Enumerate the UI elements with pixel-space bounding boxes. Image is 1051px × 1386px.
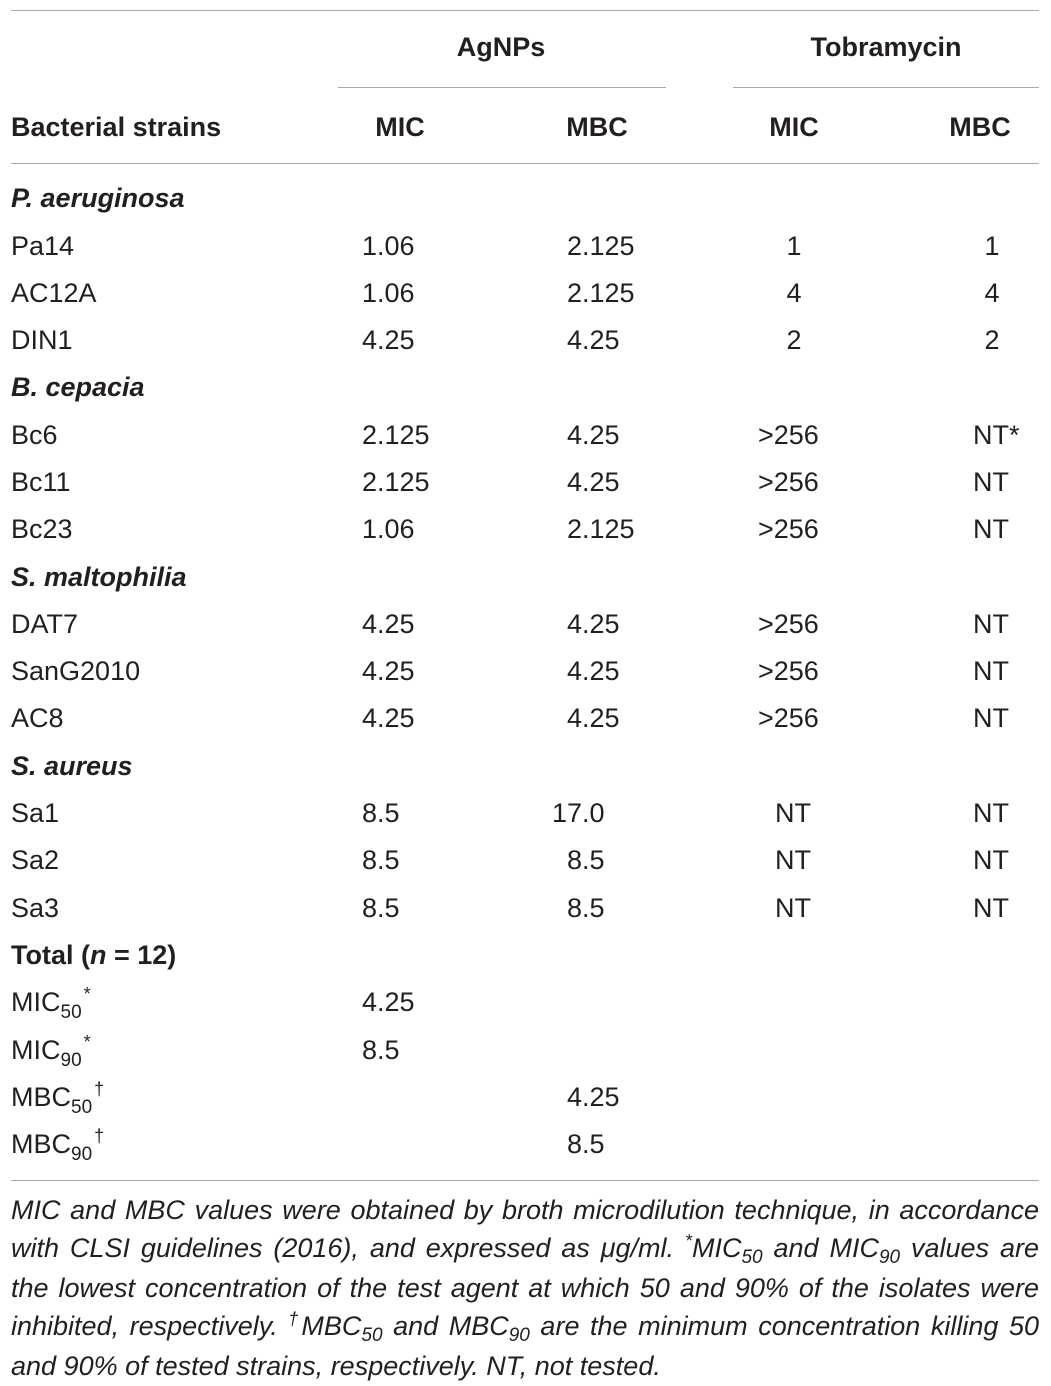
agnps-group-rule (338, 87, 666, 88)
tobra-mbc-value: NT (973, 703, 1009, 733)
agnps-mbc-value: 8.5 (567, 845, 605, 875)
mic90-value: 8.5 (362, 1035, 400, 1065)
agnps-mbc-value: 2.125 (567, 514, 635, 544)
agnps-mbc-value: 2.125 (567, 231, 635, 261)
agnps-mic-value: 2.125 (362, 420, 430, 450)
tobra-mic-value: >256 (758, 420, 819, 450)
tobra-mbc-value: NT (973, 609, 1009, 639)
tobramycin-group-rule (733, 87, 1039, 88)
col-header-agnps-mbc: MBC (566, 112, 628, 142)
tobra-mic-value: NT (775, 893, 811, 923)
tobra-mbc-value: 2 (984, 325, 1000, 355)
agnps-mic-value: 8.5 (362, 798, 400, 828)
mbc50-label: $MBC_{50}^\dagger$ (11, 1079, 105, 1118)
strain-name: Sa2 (11, 845, 60, 875)
table-bottom-rule (11, 1180, 1039, 1181)
total-label: Total (n = 12) (11, 940, 177, 970)
strain-name: Bc6 (11, 420, 58, 450)
col-header-strains: Bacterial strains (11, 112, 222, 142)
agnps-mic-value: 1.06 (362, 231, 415, 261)
col-header-tobra-mic: MIC (769, 112, 819, 142)
tobra-mbc-value: NT* (973, 420, 1020, 450)
tobra-mic-value: >256 (758, 703, 819, 733)
agnps-mbc-value: 17.0 (552, 798, 605, 828)
tobra-mic-value: 2 (786, 325, 802, 355)
agnps-mbc-value: 4.25 (567, 703, 620, 733)
mic50-label: $MIC_{50}^*$ (11, 984, 91, 1023)
tobra-mbc-value: 1 (984, 231, 1000, 261)
strain-name: Pa14 (11, 231, 75, 261)
agnps-mic-value: 1.06 (362, 514, 415, 544)
tobra-mbc-value: NT (973, 798, 1009, 828)
tobra-mic-value: >256 (758, 609, 819, 639)
top-rule (11, 10, 1039, 11)
mic50-value: 4.25 (362, 987, 415, 1017)
strain-name: DIN1 (11, 325, 73, 355)
table-footnote: MIC and MBC values were obtained by broth microdilution technique, in accordance with CLSI guidelines (2016), and expressed as μg/ml. $^*MIC_{50}$ and $MIC_{90}$ values are the lowest concentration of the test agent at which 50 and 90% of the isolates were inhibited, respectively. $^\dagger MBC_{50}$ and $MBC_{90}$ are the minimum concentration killing 50 and 90% of tested strains, respectively. NT, not tested. (11, 1195, 1040, 1381)
group-header-tobramycin: Tobramycin (810, 32, 962, 62)
total-n: n (89, 940, 107, 970)
agnps-mbc-value: 4.25 (567, 325, 620, 355)
group-label: S. maltophilia (11, 562, 187, 592)
group-header-agnps: AgNPs (456, 32, 546, 62)
strain-name: AC12A (11, 278, 97, 308)
strain-name: SanG2010 (11, 656, 141, 686)
tobra-mic-value: NT (775, 798, 811, 828)
group-label: S. aureus (11, 751, 133, 781)
agnps-mic-value: 1.06 (362, 278, 415, 308)
agnps-mic-value: 2.125 (362, 467, 430, 497)
agnps-mic-value: 4.25 (362, 656, 415, 686)
group-label: P. aeruginosa (11, 183, 185, 213)
agnps-mic-value: 8.5 (362, 845, 400, 875)
agnps-mbc-value: 8.5 (567, 893, 605, 923)
strain-name: AC8 (11, 703, 64, 733)
tobra-mic-value: 4 (786, 278, 802, 308)
strain-name: DAT7 (11, 609, 79, 639)
agnps-mbc-value: 4.25 (567, 656, 620, 686)
mbc90-value: 8.5 (567, 1129, 605, 1159)
group-label: B. cepacia (11, 372, 145, 402)
agnps-mic-value: 4.25 (362, 609, 415, 639)
agnps-mbc-value: 4.25 (567, 609, 620, 639)
tobra-mbc-value: NT (973, 467, 1009, 497)
agnps-mic-value: 8.5 (362, 893, 400, 923)
header-bottom-rule (11, 163, 1039, 164)
tobra-mic-value: >256 (758, 514, 819, 544)
strain-name: Bc23 (11, 514, 73, 544)
mbc90-label: $MBC_{90}^\dagger$ (11, 1126, 105, 1165)
mic90-label: $MIC_{90}^*$ (11, 1032, 91, 1071)
tobra-mbc-value: NT (973, 656, 1009, 686)
agnps-mbc-value: 4.25 (567, 467, 620, 497)
tobra-mic-value: 1 (786, 231, 802, 261)
agnps-mbc-value: 2.125 (567, 278, 635, 308)
agnps-mic-value: 4.25 (362, 325, 415, 355)
strain-name: Sa3 (11, 893, 60, 923)
tobra-mic-value: >256 (758, 467, 819, 497)
tobra-mic-value: NT (775, 845, 811, 875)
tobra-mbc-value: NT (973, 514, 1009, 544)
agnps-mic-value: 4.25 (362, 703, 415, 733)
mbc50-value: 4.25 (567, 1082, 620, 1112)
tobra-mbc-value: 4 (984, 278, 1000, 308)
strain-name: Sa1 (11, 798, 60, 828)
strain-name: Bc11 (11, 467, 71, 497)
tobra-mbc-value: NT (973, 845, 1009, 875)
tobra-mbc-value: NT (973, 893, 1009, 923)
tobra-mic-value: >256 (758, 656, 819, 686)
col-header-agnps-mic: MIC (375, 112, 425, 142)
col-header-tobra-mbc: MBC (949, 112, 1011, 142)
agnps-mbc-value: 4.25 (567, 420, 620, 450)
